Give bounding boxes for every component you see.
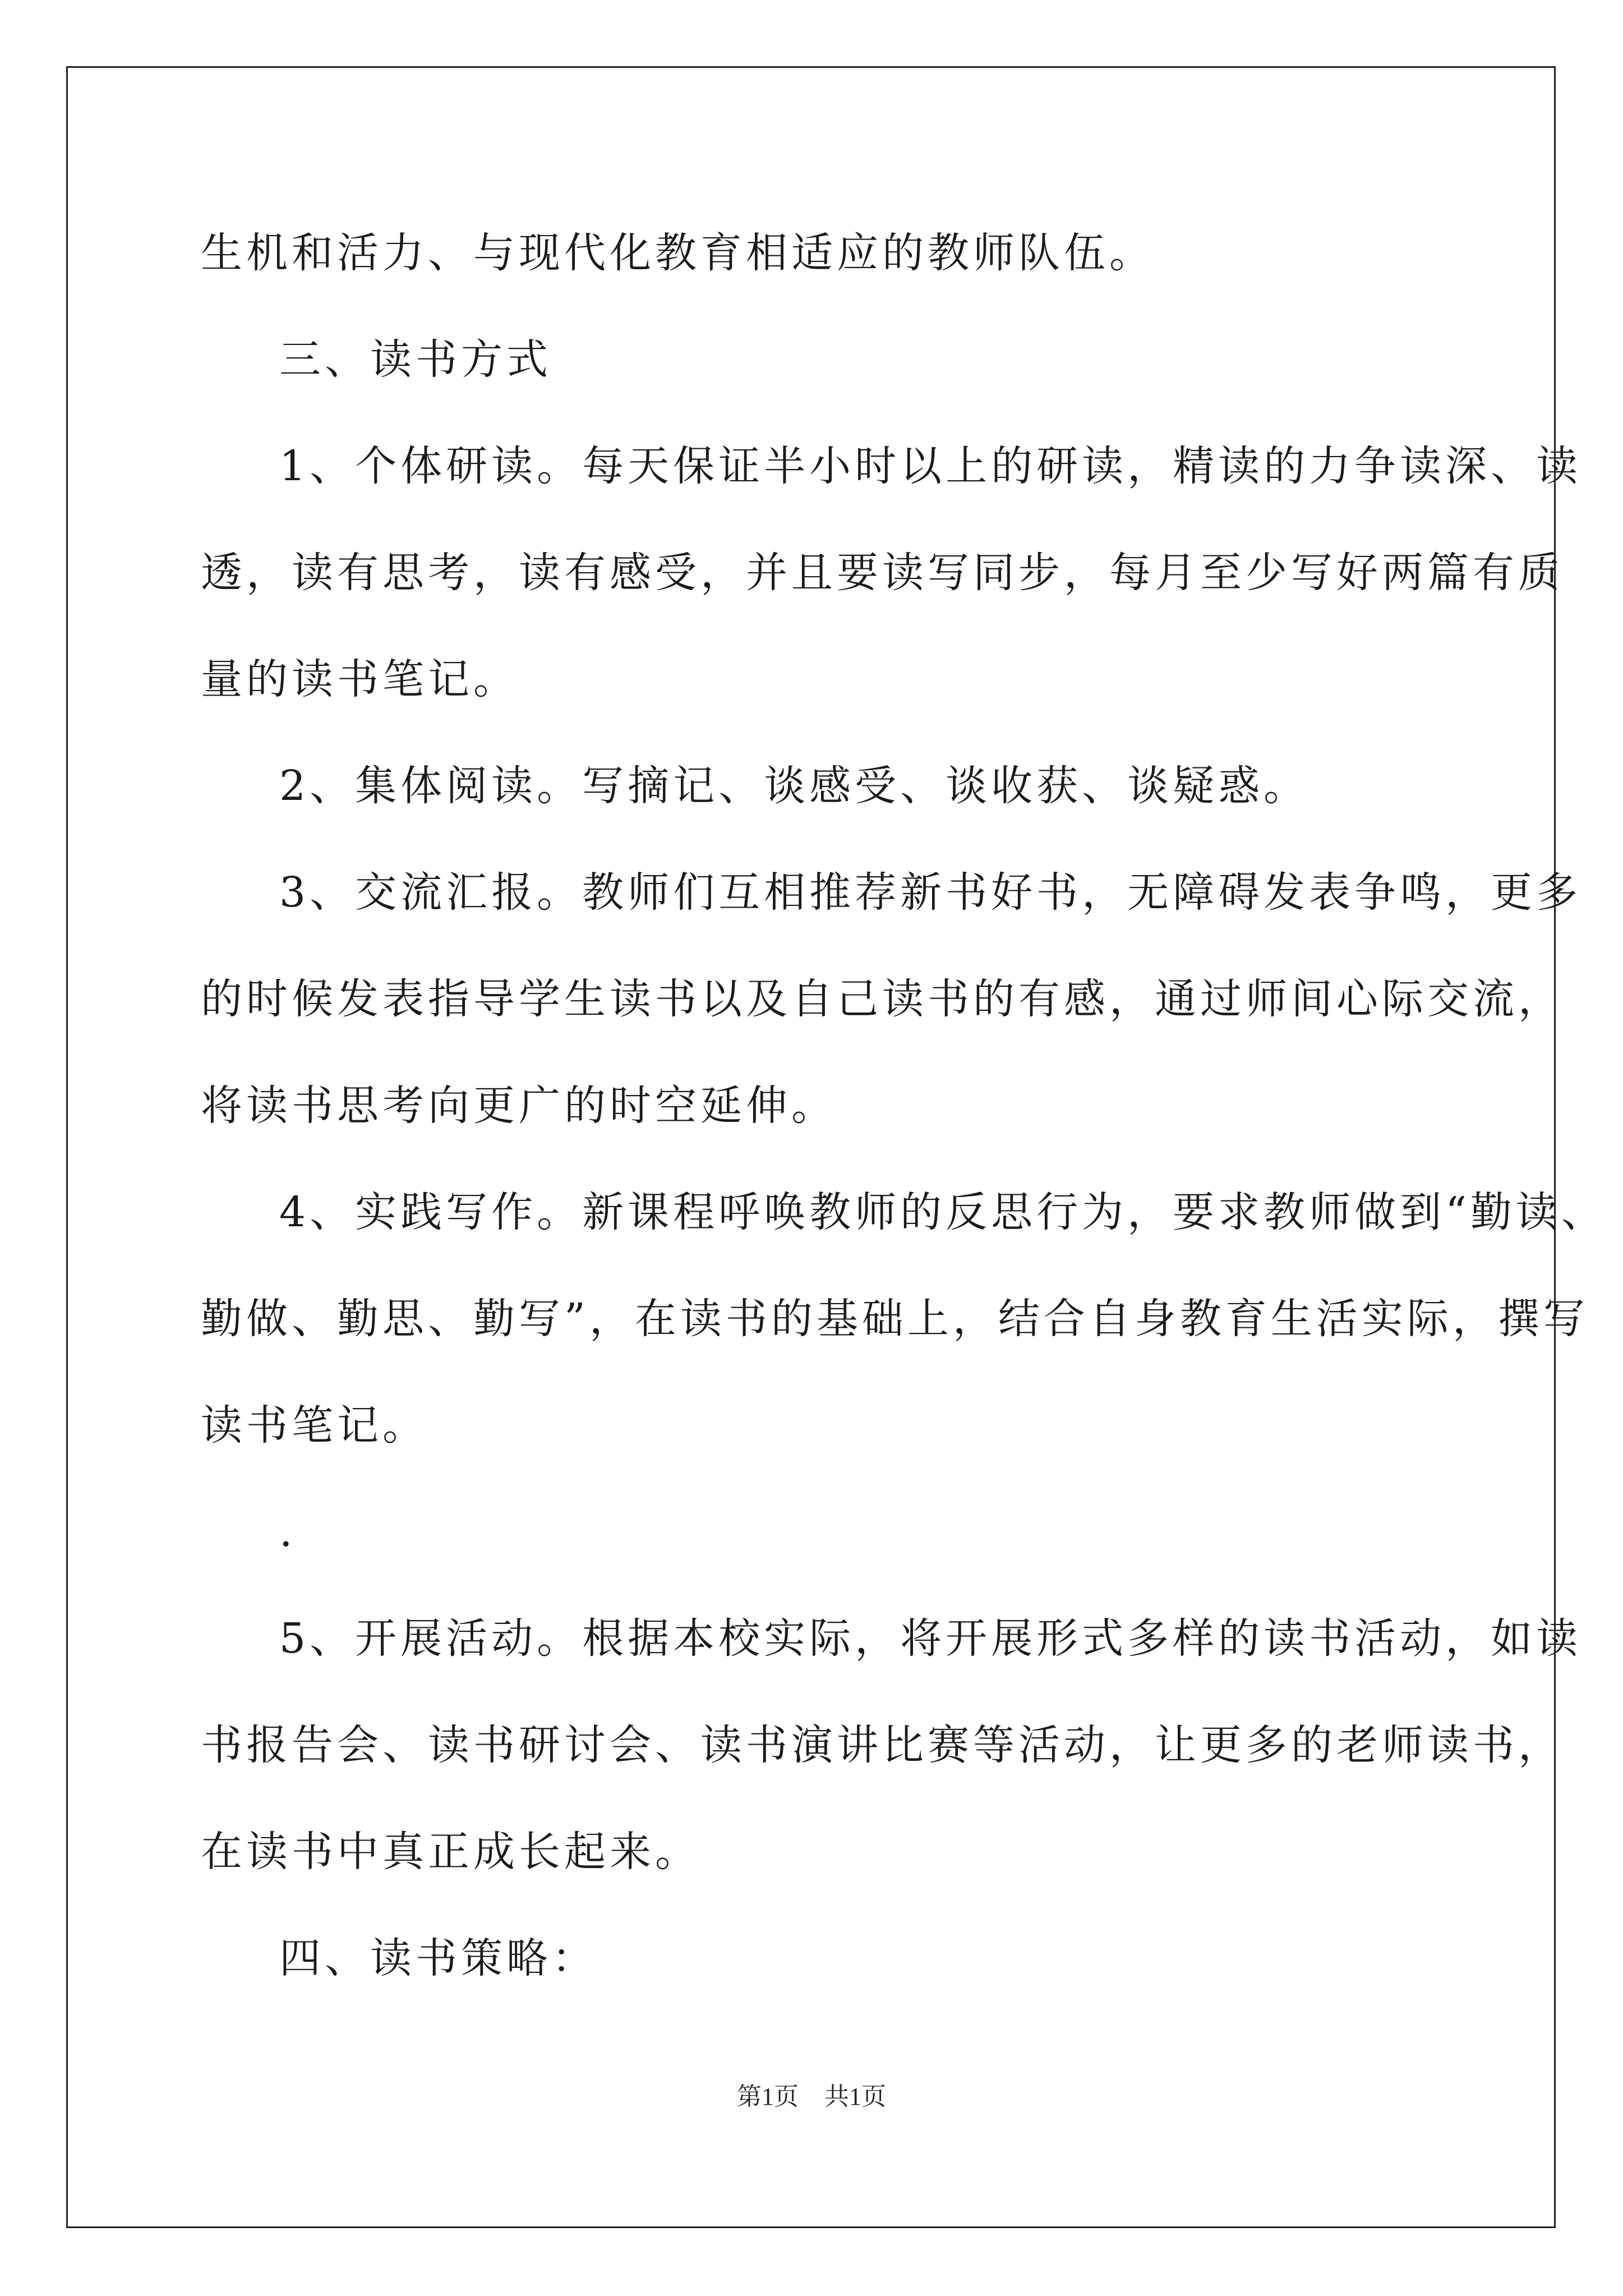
stray-dot: .	[279, 1508, 297, 1556]
paragraph-line: 在读书中真正成长起来。	[201, 1828, 700, 1876]
paragraph-line: 2、集体阅读。写摘记、谈感受、谈收获、谈疑惑。	[279, 762, 1310, 810]
page-border	[66, 66, 1556, 2228]
total-pages: 共1页	[824, 2083, 886, 2110]
paragraph-line: 量的读书笔记。	[201, 655, 519, 703]
paragraph-line: 4、实践写作。新课程呼唤教师的反思行为，要求教师做到“勤读、	[279, 1188, 1607, 1236]
paragraph-line: 5、开展活动。根据本校实际，将开展形式多样的读书活动，如读	[279, 1614, 1582, 1663]
paragraph-line: 书报告会、读书研讨会、读书演讲比赛等活动，让更多的老师读书，	[201, 1721, 1564, 1769]
paragraph-line: 的时候发表指导学生读书以及自己读书的有感，通过师间心际交流，	[201, 975, 1564, 1023]
paragraph-line: 透，读有思考，读有感受，并且要读写同步，每月至少写好两篇有质	[201, 549, 1564, 597]
section-heading: 三、读书方式	[279, 335, 552, 384]
paragraph-line: 3、交流汇报。教师们互相推荐新书好书，无障碍发表争鸣，更多	[279, 868, 1582, 917]
section-heading: 四、读书策略：	[279, 1934, 597, 1982]
paragraph-line: 生机和活力、与现代化教育相适应的教师队伍。	[201, 229, 1155, 277]
paragraph-line: 读书笔记。	[201, 1401, 428, 1450]
paragraph-line: 将读书思考向更广的时空延伸。	[201, 1082, 837, 1130]
page-footer	[0, 2085, 1623, 2109]
page-number: 第1页	[737, 2083, 799, 2110]
paragraph-line: 1、个体研读。每天保证半小时以上的研读，精读的力争读深、读	[279, 442, 1582, 490]
paragraph-line: 勤做、勤思、勤写”，在读书的基础上，结合自身教育生活实际，撰写	[201, 1295, 1589, 1343]
